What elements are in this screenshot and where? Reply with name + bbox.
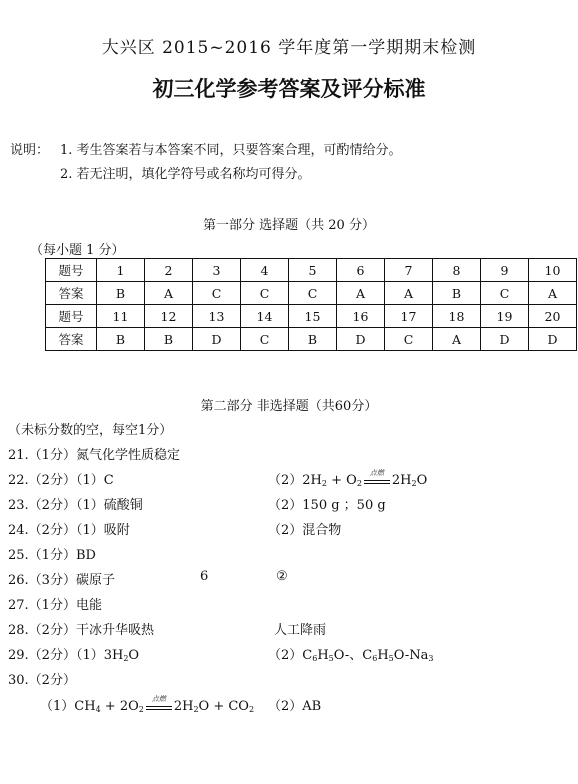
answer-27: 27.（1分）电能: [8, 598, 102, 613]
answer-26-2: 6: [200, 569, 209, 584]
answer-cell: A: [385, 282, 433, 305]
question-number: 10: [529, 259, 577, 282]
answer-29-1: 29.（2分）$(1)3H_2O$: [8, 648, 140, 663]
choice-answer-table: [45, 258, 577, 351]
table-row: [46, 328, 577, 351]
answer-22-2: $(2)2H_2 + O_2$ 点燃 $2H_2O$: [268, 468, 428, 488]
answer-24-1: 24.（2分）（1）吸附: [8, 523, 130, 538]
answer-23-1: 23.（2分）（1）硫酸铜: [8, 498, 143, 513]
question-number: 20: [529, 305, 577, 328]
question-number: 16: [337, 305, 385, 328]
answer-cell: A: [145, 282, 193, 305]
question-number: 12: [145, 305, 193, 328]
question-number: 19: [481, 305, 529, 328]
row-label-answer: 答案: [46, 328, 97, 351]
table-row: [46, 259, 577, 282]
question-number: 6: [337, 259, 385, 282]
answer-cell: B: [97, 282, 145, 305]
answer-26-3: ②: [276, 569, 288, 584]
answer-26-1: 26.（3分）碳原子: [8, 573, 115, 588]
answer-29-2: $(2)C_6H_5O-$、$C_6H_5O-Na_3$: [268, 648, 434, 663]
answer-cell: B: [433, 282, 481, 305]
answer-28-2: 人工降雨: [274, 623, 327, 638]
answer-cell: A: [529, 282, 577, 305]
question-number: 5: [289, 259, 337, 282]
exam-title: 大兴区 2015~2016 学年度第一学期期末检测: [101, 38, 477, 58]
answer-21: 21.（1分）氮气化学性质稳定: [8, 448, 180, 463]
reaction-arrow-icon: 点燃: [364, 475, 390, 487]
answer-cell: A: [433, 328, 481, 351]
question-number: 1: [97, 259, 145, 282]
question-number: 2: [145, 259, 193, 282]
question-number: 11: [97, 305, 145, 328]
question-number: 3: [193, 259, 241, 282]
answer-cell: D: [481, 328, 529, 351]
answer-cell: A: [337, 282, 385, 305]
answer-cell: C: [481, 282, 529, 305]
row-label-answer: 答案: [46, 282, 97, 305]
answer-cell: D: [193, 328, 241, 351]
answer-30-2: （2）AB: [268, 699, 322, 714]
question-number: 14: [241, 305, 289, 328]
part1-score-note: （每小题 1 分）: [30, 243, 125, 258]
answer-cell: C: [241, 282, 289, 305]
reaction-arrow-icon: 点燃: [146, 701, 172, 713]
answer-25: 25.（1分）BD: [8, 548, 96, 563]
row-label-question: 题号: [46, 259, 97, 282]
question-number: 4: [241, 259, 289, 282]
answer-cell: B: [289, 328, 337, 351]
answer-cell: C: [193, 282, 241, 305]
row-label-question: 题号: [46, 305, 97, 328]
notes-label: 说明：: [10, 143, 50, 158]
answer-cell: C: [289, 282, 337, 305]
part2-note: （未标分数的空，每空1分）: [8, 423, 173, 438]
part1-title: 第一部分 选择题（共 20 分）: [203, 218, 375, 233]
question-number: 9: [481, 259, 529, 282]
question-number: 15: [289, 305, 337, 328]
answer-cell: C: [241, 328, 289, 351]
part2-title: 第二部分 非选择题（共60分）: [200, 399, 378, 414]
question-number: 7: [385, 259, 433, 282]
answer-cell: D: [337, 328, 385, 351]
answer-key-title: 初三化学参考答案及评分标准: [152, 77, 426, 101]
answer-30: 30.（2分）: [8, 673, 76, 688]
table-row: [46, 282, 577, 305]
answer-cell: B: [97, 328, 145, 351]
question-number: 17: [385, 305, 433, 328]
note-item-2: 2. 若无注明，填化学符号或名称均可得分。: [60, 167, 311, 182]
table-row: [46, 305, 577, 328]
answer-cell: B: [145, 328, 193, 351]
question-number: 18: [433, 305, 481, 328]
answer-23-2: （2）150 g ；50 g: [268, 498, 386, 513]
answer-cell: C: [385, 328, 433, 351]
question-number: 13: [193, 305, 241, 328]
answer-cell: D: [529, 328, 577, 351]
answer-24-2: （2）混合物: [268, 523, 342, 538]
answer-30-1: $(1)CH_4 + 2O_2$ 点燃 $2H_2O + CO_2$: [40, 694, 255, 714]
answer-28-1: 28.（2分）干冰升华吸热: [8, 623, 154, 638]
question-number: 8: [433, 259, 481, 282]
note-item-1: 1. 考生答案若与本答案不同，只要答案合理，可酌情给分。: [60, 143, 402, 158]
answer-22-1: 22.（2分）（1）C: [8, 473, 114, 488]
